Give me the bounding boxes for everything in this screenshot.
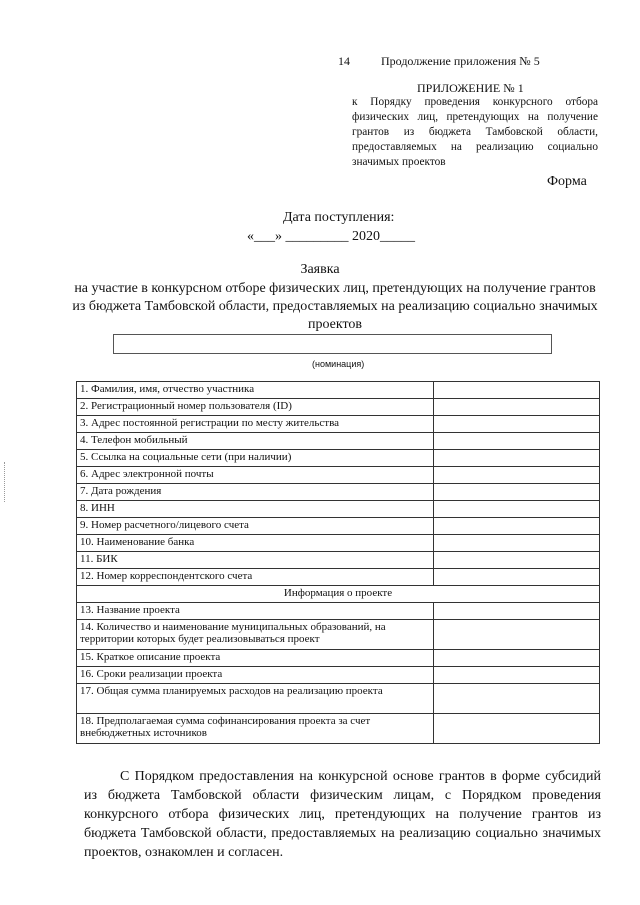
continuation-note: Продолжение приложения № 5 bbox=[381, 54, 540, 68]
receipt-date-label: Дата поступления: bbox=[283, 210, 395, 225]
table-row bbox=[77, 382, 600, 399]
row-value-cell[interactable] bbox=[434, 714, 600, 744]
scan-margin-mark bbox=[4, 462, 6, 502]
row-label: 12. Номер корреспондентского счета bbox=[77, 569, 434, 586]
row-label: 6. Адрес электронной почты bbox=[77, 467, 434, 484]
table-row bbox=[77, 399, 600, 416]
application-title: Заявка bbox=[300, 262, 340, 277]
row-label: 3. Адрес постоянной регистрации по месту жительства bbox=[77, 416, 434, 433]
application-description: на участие в конкурсном отборе физических лиц, претендующих на получение грантов из бюджета Тамбовской области, предоставляемых на реализацию социально значимых проектов bbox=[72, 281, 598, 332]
row-value-cell[interactable] bbox=[434, 501, 600, 518]
agreement-text: С Порядком предоставления на конкурсной основе грантов в форме субсидий из бюджета Тамбовской области физическим лицам, с Порядком проведения конкурсного отбора физических лиц, претендующих на получение грантов из бюджета Тамбовской области, предоставляемых на реализацию социально значимых проектов, ознакомлен и согласен. bbox=[84, 769, 601, 860]
row-label: 11. БИК bbox=[77, 552, 434, 569]
row-label: 1. Фамилия, имя, отчество участника bbox=[77, 382, 434, 399]
row-label: 18. Предполагаемая сумма софинансирования проекта за счет внебюджетных источников bbox=[77, 714, 434, 744]
table-row bbox=[77, 603, 600, 620]
table-row bbox=[77, 714, 600, 744]
row-value-cell[interactable] bbox=[434, 416, 600, 433]
row-value-cell[interactable] bbox=[434, 467, 600, 484]
table-row bbox=[77, 484, 600, 501]
table-row bbox=[77, 552, 600, 569]
table-row bbox=[77, 467, 600, 484]
row-label: 10. Наименование банка bbox=[77, 535, 434, 552]
application-form-table bbox=[76, 381, 600, 744]
row-label: 9. Номер расчетного/лицевого счета bbox=[77, 518, 434, 535]
row-value-cell[interactable] bbox=[434, 433, 600, 450]
row-value-cell[interactable] bbox=[434, 382, 600, 399]
appendix-title: ПРИЛОЖЕНИЕ № 1 bbox=[417, 81, 524, 95]
row-label: 2. Регистрационный номер пользователя (ID) bbox=[77, 399, 434, 416]
table-row bbox=[77, 569, 600, 586]
row-value-cell[interactable] bbox=[434, 552, 600, 569]
row-label: 4. Телефон мобильный bbox=[77, 433, 434, 450]
appendix-body: к Порядку проведения конкурсного отбора физических лиц, претендующих на получение грантов из бюджета Тамбовской области, предоставляемых на реализацию социально значимых проектов bbox=[352, 96, 598, 168]
section-row bbox=[77, 586, 600, 603]
table-row bbox=[77, 501, 600, 518]
table-row bbox=[77, 684, 600, 714]
form-label: Форма bbox=[547, 174, 587, 189]
row-label: 15. Краткое описание проекта bbox=[77, 650, 434, 667]
row-label: 16. Сроки реализации проекта bbox=[77, 667, 434, 684]
table-row bbox=[77, 667, 600, 684]
table-row bbox=[77, 650, 600, 667]
row-label: 7. Дата рождения bbox=[77, 484, 434, 501]
row-label: 8. ИНН bbox=[77, 501, 434, 518]
table-row bbox=[77, 518, 600, 535]
row-value-cell[interactable] bbox=[434, 484, 600, 501]
row-value-cell[interactable] bbox=[434, 569, 600, 586]
row-label: 5. Ссылка на социальные сети (при наличии) bbox=[77, 450, 434, 467]
row-value-cell[interactable] bbox=[434, 603, 600, 620]
table-row bbox=[77, 450, 600, 467]
page-number: 14 bbox=[338, 54, 350, 68]
table-row bbox=[77, 620, 600, 650]
nomination-caption: (номинация) bbox=[312, 359, 365, 369]
row-value-cell[interactable] bbox=[434, 684, 600, 714]
row-label: 17. Общая сумма планируемых расходов на реализацию проекта bbox=[77, 684, 434, 714]
row-value-cell[interactable] bbox=[434, 650, 600, 667]
table-row bbox=[77, 433, 600, 450]
table-row bbox=[77, 535, 600, 552]
page-header bbox=[338, 54, 540, 69]
section-title: Информация о проекте bbox=[77, 586, 600, 603]
row-label: 14. Количество и наименование муниципальных образований, на территории которых будет реализовываться проект bbox=[77, 620, 434, 650]
table-row bbox=[77, 416, 600, 433]
row-value-cell[interactable] bbox=[434, 535, 600, 552]
row-label: 13. Название проекта bbox=[77, 603, 434, 620]
row-value-cell[interactable] bbox=[434, 667, 600, 684]
row-value-cell[interactable] bbox=[434, 518, 600, 535]
receipt-date-line[interactable]: «___» _________ 2020_____ bbox=[247, 229, 415, 244]
nomination-field[interactable] bbox=[113, 334, 552, 354]
row-value-cell[interactable] bbox=[434, 620, 600, 650]
row-value-cell[interactable] bbox=[434, 450, 600, 467]
row-value-cell[interactable] bbox=[434, 399, 600, 416]
